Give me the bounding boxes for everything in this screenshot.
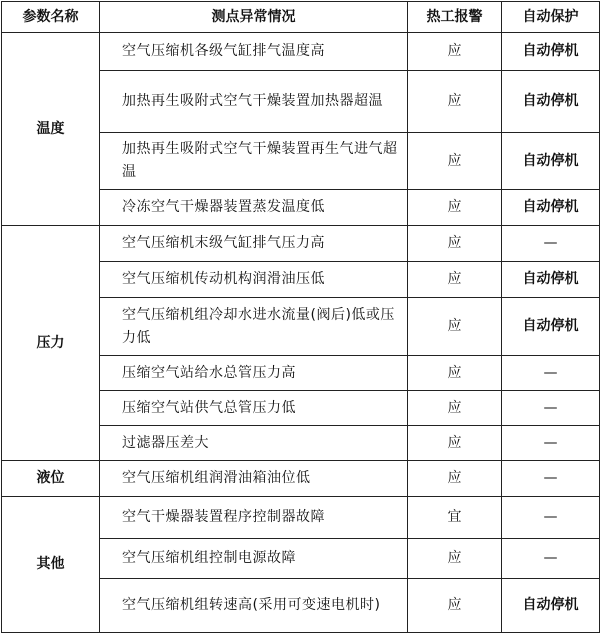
protection-cell: —	[502, 539, 600, 579]
condition-cell: 空气干燥器装置程序控制器故障	[100, 497, 408, 539]
header-param: 参数名称	[2, 2, 100, 33]
table-row	[2, 226, 600, 262]
condition-cell: 过滤器压差大	[100, 426, 408, 461]
protection-cell: —	[502, 356, 600, 391]
header-condition: 测点异常情况	[100, 2, 408, 33]
param-cell: 其他	[2, 497, 100, 633]
protection-cell: 自动停机	[502, 298, 600, 356]
alarm-protection-table	[1, 1, 600, 633]
alarm-cell: 应	[408, 226, 502, 262]
protection-cell: 自动停机	[502, 262, 600, 298]
alarm-cell: 应	[408, 539, 502, 579]
alarm-cell: 应	[408, 71, 502, 133]
alarm-cell: 应	[408, 391, 502, 426]
header-row	[2, 2, 600, 33]
protection-cell: 自动停机	[502, 33, 600, 71]
condition-cell: 空气压缩机末级气缸排气压力高	[100, 226, 408, 262]
condition-cell: 加热再生吸附式空气干燥装置加热器超温	[100, 71, 408, 133]
table-row	[2, 497, 600, 539]
alarm-cell: 应	[408, 461, 502, 497]
alarm-cell: 宜	[408, 497, 502, 539]
condition-cell: 空气压缩机各级气缸排气温度高	[100, 33, 408, 71]
header-alarm: 热工报警	[408, 2, 502, 33]
protection-cell: 自动停机	[502, 190, 600, 226]
header-protection: 自动保护	[502, 2, 600, 33]
alarm-cell: 应	[408, 298, 502, 356]
alarm-cell: 应	[408, 356, 502, 391]
table-row	[2, 461, 600, 497]
condition-cell: 压缩空气站给水总管压力高	[100, 356, 408, 391]
condition-cell: 空气压缩机传动机构润滑油压低	[100, 262, 408, 298]
protection-cell: —	[502, 226, 600, 262]
alarm-cell: 应	[408, 426, 502, 461]
condition-cell: 空气压缩机组冷却水进水流量(阀后)低或压力低	[100, 298, 408, 356]
alarm-cell: 应	[408, 133, 502, 190]
alarm-cell: 应	[408, 262, 502, 298]
protection-cell: —	[502, 426, 600, 461]
condition-cell: 加热再生吸附式空气干燥装置再生气进气超温	[100, 133, 408, 190]
param-cell: 液位	[2, 461, 100, 497]
protection-cell: —	[502, 461, 600, 497]
protection-cell: —	[502, 497, 600, 539]
protection-cell: 自动停机	[502, 71, 600, 133]
alarm-cell: 应	[408, 579, 502, 633]
protection-cell: —	[502, 391, 600, 426]
condition-cell: 空气压缩机组润滑油箱油位低	[100, 461, 408, 497]
condition-cell: 空气压缩机组转速高(采用可变速电机时)	[100, 579, 408, 633]
alarm-cell: 应	[408, 33, 502, 71]
condition-cell: 空气压缩机组控制电源故障	[100, 539, 408, 579]
condition-cell: 压缩空气站供气总管压力低	[100, 391, 408, 426]
condition-cell: 冷冻空气干燥器装置蒸发温度低	[100, 190, 408, 226]
param-cell: 压力	[2, 226, 100, 461]
table-row	[2, 33, 600, 71]
param-cell: 温度	[2, 33, 100, 226]
protection-cell: 自动停机	[502, 133, 600, 190]
alarm-cell: 应	[408, 190, 502, 226]
protection-cell: 自动停机	[502, 579, 600, 633]
